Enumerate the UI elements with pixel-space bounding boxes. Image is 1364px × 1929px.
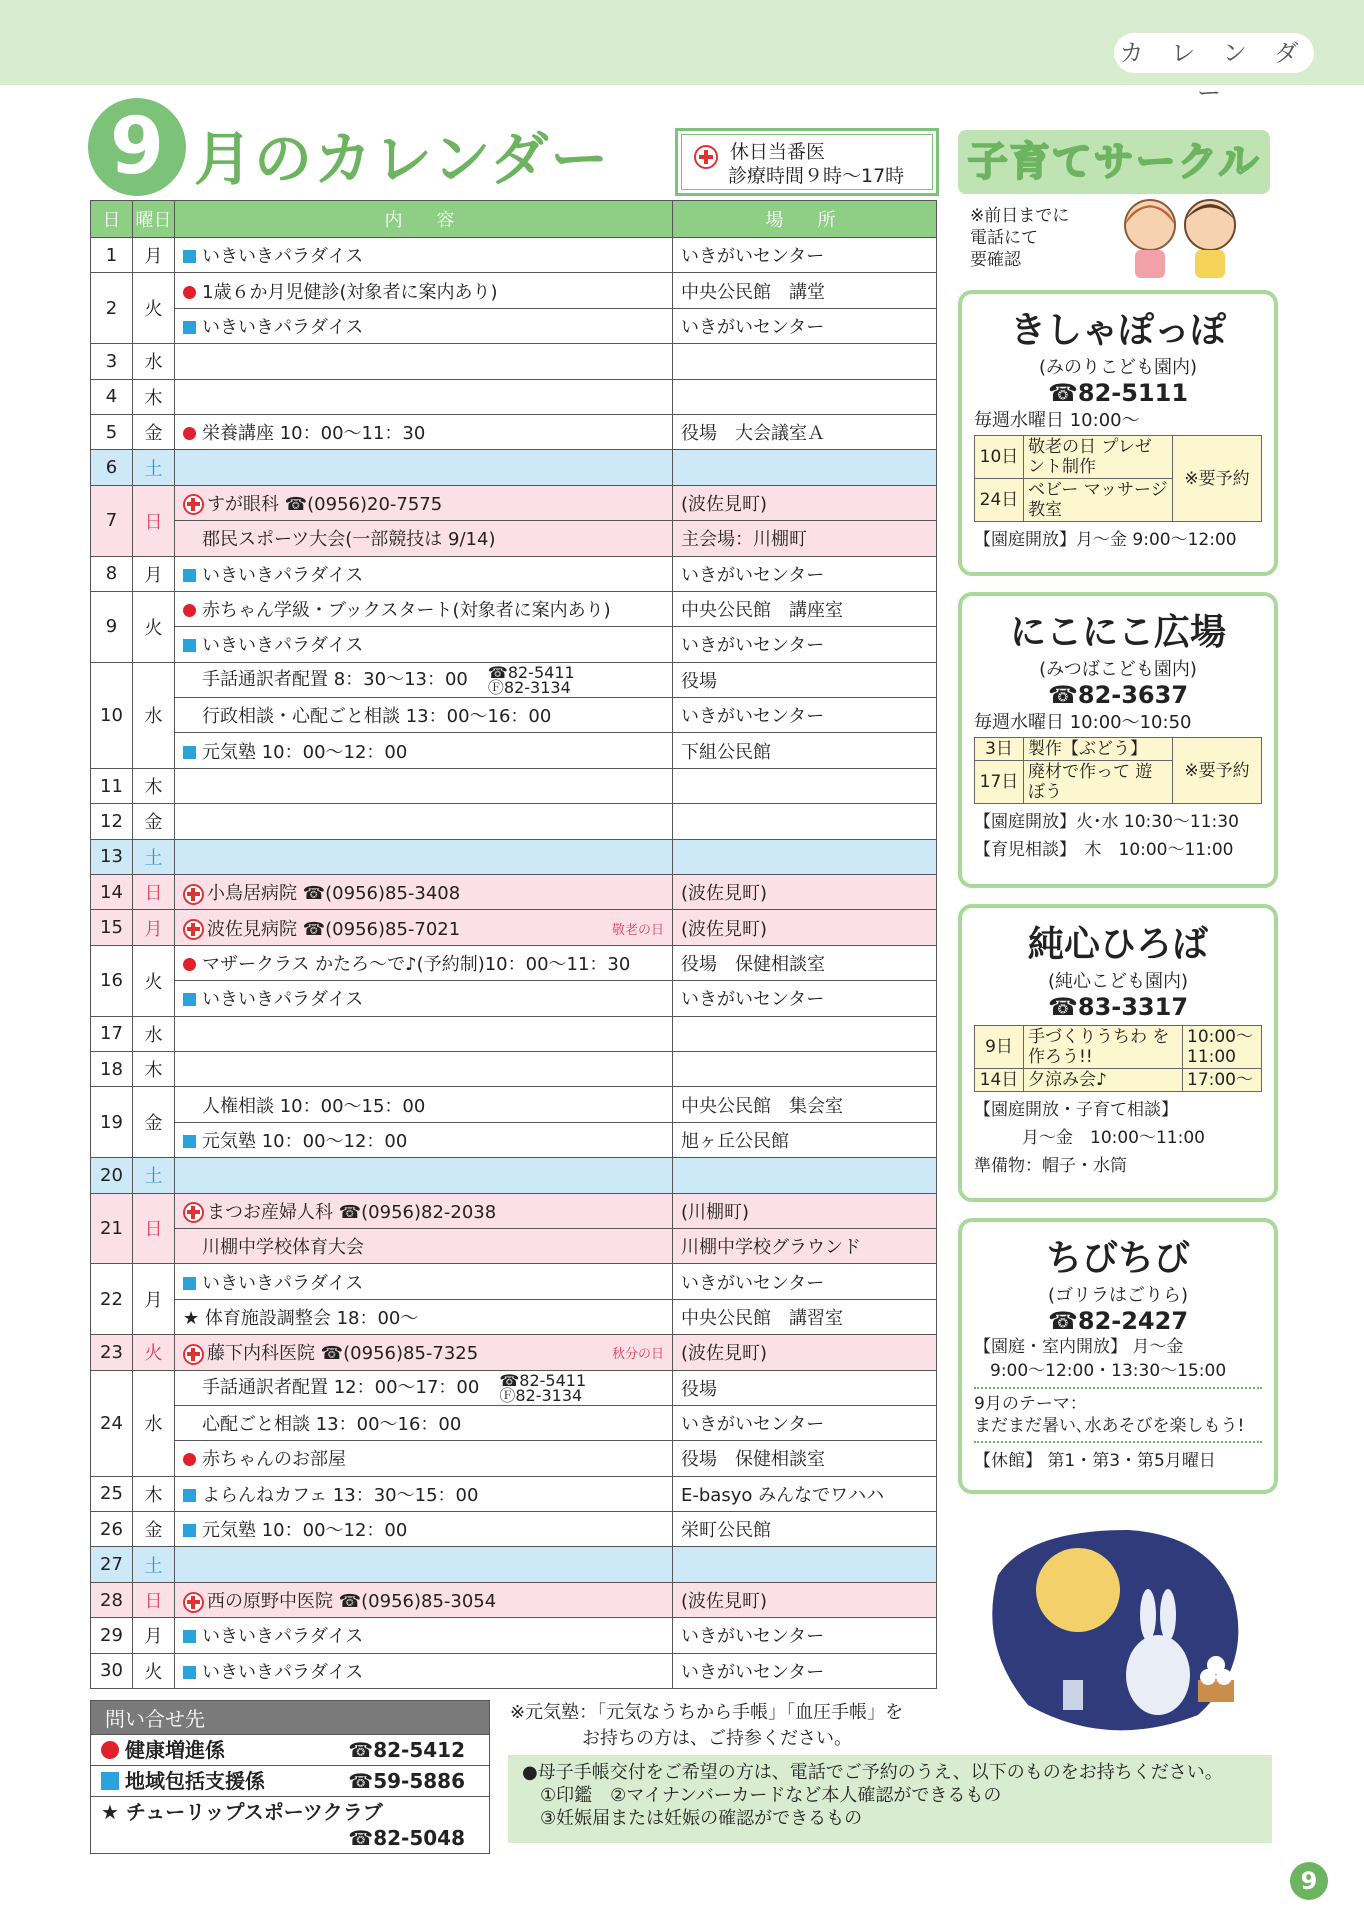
content-cell [175,1441,673,1476]
weekday-cell: 日 [133,485,175,556]
day-cell: 18 [91,1051,133,1086]
weekday-cell: 日 [133,1193,175,1264]
header-day: 日 [91,201,133,238]
contact-numbers: ☎82-5411 Ⓕ82-3134 [499,1370,587,1405]
content-text: 手話通訳者配置 12：00～17：00 [202,1376,480,1398]
blue-square-icon [183,250,196,263]
place-cell: いきがいセンター [673,1405,937,1440]
calendar-row [91,1264,937,1299]
calendar-row [91,1087,937,1122]
content-cell [175,804,673,839]
medical-cross-icon [183,494,204,515]
content-cell [175,1335,673,1370]
content-text: 赤ちゃんのお部屋 [202,1449,346,1471]
day-cell: 6 [91,450,133,485]
content-cell [175,344,673,379]
medical-cross-icon [183,1344,204,1365]
red-dot-icon [183,286,196,299]
place-cell [673,379,937,414]
calendar-row [91,839,937,874]
card-open-hours: 9:00～12:00・13:30～15:00 [990,1361,1227,1381]
blue-square-icon [183,993,196,1006]
calendar-row [91,273,937,308]
content-cell [175,1476,673,1511]
day-cell: 1 [91,238,133,273]
place-cell [673,768,937,803]
mother-handbook-note: ●母子手帳交付をご希望の方は、電話でご予約のうえ、以下のものをお持ちください。 ①印鑑 ②マイナンバーカードなど本人確認ができるもの ③妊娠届または妊娠の確認ができるもの [508,1755,1272,1843]
calendar-row [91,1122,937,1157]
card-nikoniko [958,592,1278,888]
day-cell: 9 [91,591,133,662]
weekday-cell: 土 [133,1158,175,1193]
content-cell [175,414,673,449]
calendar-row [91,1335,937,1370]
card-open-hours: 月～金 10:00～11:00 [1022,1128,1205,1148]
card-sub: (みつばこども園内) [1039,659,1197,680]
place-cell: いきがいセンター [673,308,937,343]
content-text: 栄養講座 10：00～11：30 [202,423,426,445]
calendar-row [91,910,937,945]
card-open: 【園庭開放】月～金 9:00～12:00 [974,530,1237,550]
content-cell [175,662,673,697]
day-cell: 23 [91,1335,133,1370]
content-text: 川棚中学校体育大会 [202,1237,364,1259]
card-prep: 準備物：帽子・水筒 [974,1156,1127,1176]
place-cell: (波佐見町) [673,910,937,945]
content-cell [175,1051,673,1086]
place-cell [673,1051,937,1086]
content-text: 手話通訳者配置 8：30～13：00 [202,668,468,690]
content-text: 元気塾 10：00～12：00 [202,1130,408,1152]
calendar-row [91,1441,937,1476]
weekday-cell: 火 [133,1335,175,1370]
red-dot-icon [183,958,196,971]
content-cell [175,1405,673,1440]
place-cell: (波佐見町) [673,1582,937,1617]
holiday-hours: 診療時間９時～17時 [728,165,905,187]
weekday-cell: 金 [133,414,175,449]
weekday-cell: 金 [133,1087,175,1158]
content-text: よらんねカフェ 13：30～15：00 [202,1484,479,1506]
card-schedule: 9日 手づくりうちわ を作ろう!! 10:00～ 11:00 14日 夕涼み会♪ 17:00～ [974,1025,1262,1092]
content-cell [175,1299,673,1334]
content-cell [175,1582,673,1617]
calendar-row [91,238,937,273]
content-cell [175,768,673,803]
medical-cross-icon [183,1202,204,1223]
place-cell: 役場 [673,662,937,697]
place-cell [673,450,937,485]
weekday-cell: 月 [133,556,175,591]
children-illustration [1100,190,1260,280]
content-text: 行政相談・心配ごと相談 13：00～16：00 [202,706,552,728]
card-tel: ☎82-5111 [1047,379,1189,407]
place-cell: いきがいセンター [673,698,937,733]
weekday-cell: 水 [133,344,175,379]
content-cell [175,238,673,273]
content-cell [175,698,673,733]
day-cell: 30 [91,1653,133,1688]
weekday-cell: 土 [133,839,175,874]
card-weekly: 毎週水曜日 10:00～ [974,410,1140,431]
day-cell: 22 [91,1264,133,1335]
content-text: 元気塾 10：00～12：00 [202,1520,408,1542]
place-cell: 中央公民館 講習室 [673,1299,937,1334]
content-cell [175,379,673,414]
content-cell [175,733,673,768]
card-schedule: 10日 敬老の日 プレゼント制作 ※要予約 24日 ベビー マッサージ教室 [974,435,1262,522]
weekday-cell: 日 [133,1582,175,1617]
calendar-row [91,1582,937,1617]
card-tel: ☎83-3317 [1047,993,1189,1021]
weekday-cell: 水 [133,1016,175,1051]
card-junshin [958,904,1278,1202]
card-sub: (純心こども園内) [1047,971,1189,992]
weekday-cell: 土 [133,1547,175,1582]
card-name: にこにこ広場 [1009,612,1226,653]
calendar-row [91,875,937,910]
card-kishapoppo [958,290,1278,576]
weekday-cell: 水 [133,1370,175,1476]
page-number: 9 [1290,1862,1328,1900]
blue-square-icon [183,746,196,759]
card-sub: (みのりこども園内) [1038,357,1198,378]
calendar-row [91,1512,937,1547]
calendar-row [91,1228,937,1263]
place-cell: 下組公民館 [673,733,937,768]
calendar-row [91,1193,937,1228]
card-name: 純心ひろば [1027,924,1208,965]
place-cell: (波佐見町) [673,1335,937,1370]
day-cell: 21 [91,1193,133,1264]
content-text: 西の原野中医院 ☎(0956)85-3054 [207,1591,497,1613]
content-cell [175,308,673,343]
weekday-cell: 木 [133,379,175,414]
content-text: 人権相談 10：00～15：00 [202,1095,426,1117]
place-cell: 中央公民館 集会室 [673,1087,937,1122]
blue-square-icon [183,569,196,582]
card-chibichibi [958,1218,1278,1494]
weekday-cell: 金 [133,1512,175,1547]
circle-title: 子育てサークル [958,130,1270,194]
calendar-row [91,981,937,1016]
blue-square-icon [183,1135,196,1148]
calendar-row [91,1051,937,1086]
place-cell [673,1158,937,1193]
content-cell [175,1193,673,1228]
place-cell: (波佐見町) [673,485,937,520]
card-open: 【園庭・室内開放】 月～金 [974,1337,1184,1357]
content-text: 1歳６か月児健診(対象者に案内あり) [202,281,498,303]
contact-numbers: ☎82-5411 Ⓕ82-3134 [487,662,575,697]
content-text: いきいきパラダイス [202,246,364,268]
weekday-cell: 月 [133,238,175,273]
blue-square-icon [183,1524,196,1537]
calendar-table [90,200,937,1689]
genki-note: ※元気塾：「元気なうちから手帳」「血圧手帳」を お持ちの方は、ご持参ください。 [510,1702,904,1749]
content-text: 波佐見病院 ☎(0956)85-7021 [207,918,461,940]
card-weekly: 毎週水曜日 10:00～10:50 [974,712,1192,733]
holiday-note: 敬老の日 [611,922,664,938]
content-text: 心配ごと相談 13：00～16：00 [202,1414,462,1436]
content-text: いきいきパラダイス [202,989,364,1011]
content-cell [175,875,673,910]
day-cell: 29 [91,1618,133,1653]
content-cell [175,839,673,874]
place-cell: いきがいセンター [673,1618,937,1653]
contact-row: ★ チューリップスポーツクラブ ☎82-5048 [91,1796,489,1853]
content-cell [175,273,673,308]
calendar-row [91,485,937,520]
blue-square-icon [183,1489,196,1502]
calendar-row [91,414,937,449]
place-cell: いきがいセンター [673,627,937,662]
medical-cross-icon [183,1592,204,1613]
content-cell [175,1618,673,1653]
content-text: 元気塾 10：00～12：00 [202,741,408,763]
content-cell [175,1122,673,1157]
calendar-row [91,1016,937,1051]
place-cell: 旭ヶ丘公民館 [673,1122,937,1157]
day-cell: 11 [91,768,133,803]
medical-cross-icon [183,919,204,940]
content-text: ★ 体育施設調整会 18：00～ [183,1307,419,1329]
content-cell [175,1512,673,1547]
calendar-row [91,662,937,697]
content-cell [175,981,673,1016]
day-cell: 25 [91,1476,133,1511]
day-cell: 8 [91,556,133,591]
medical-cross-icon [183,884,204,905]
weekday-cell: 火 [133,591,175,662]
place-cell: 栄町公民館 [673,1512,937,1547]
calendar-row [91,1405,937,1440]
weekday-cell: 日 [133,875,175,910]
day-cell: 5 [91,414,133,449]
day-cell: 12 [91,804,133,839]
contact-row: 健康増進係 ☎82-5412 [91,1734,489,1765]
calendar-row [91,627,937,662]
content-cell [175,1547,673,1582]
day-cell: 17 [91,1016,133,1051]
card-tel: ☎82-2427 [1047,1307,1189,1335]
day-cell: 14 [91,875,133,910]
day-cell: 20 [91,1158,133,1193]
card-sub: (ゴリラはごりら) [1047,1285,1189,1306]
place-cell: いきがいセンター [673,1653,937,1688]
content-text: 藤下内科医院 ☎(0956)85-7325 [207,1343,479,1365]
calendar-row [91,556,937,591]
weekday-cell: 金 [133,804,175,839]
content-cell [175,1158,673,1193]
calendar-row [91,768,937,803]
content-cell [175,1087,673,1122]
place-cell: いきがいセンター [673,1264,937,1299]
calendar-row [91,1158,937,1193]
calendar-row [91,308,937,343]
blue-square-icon [183,1277,196,1290]
place-cell [673,1547,937,1582]
calendar-row [91,698,937,733]
blue-square-icon [183,321,196,334]
content-cell [175,485,673,520]
calendar-row [91,379,937,414]
calendar-row [91,591,937,626]
title-text: 月のカレンダー [194,125,611,193]
day-cell: 4 [91,379,133,414]
weekday-cell: 月 [133,1618,175,1653]
content-text: 小鳥居病院 ☎(0956)85-3408 [207,883,461,905]
content-text: いきいきパラダイス [202,1272,364,1294]
calendar-row [91,1299,937,1334]
place-cell: いきがいセンター [673,981,937,1016]
content-text: いきいきパラダイス [202,316,364,338]
card-closed: 【休館】 第1・第3・第5月曜日 [974,1451,1216,1471]
place-cell [673,1016,937,1051]
header-content: 内 容 [175,201,673,238]
header-place: 場 所 [673,201,937,238]
red-dot-icon [183,1453,196,1466]
calendar-row [91,1547,937,1582]
day-cell: 16 [91,945,133,1016]
content-cell [175,1653,673,1688]
weekday-cell: 木 [133,1476,175,1511]
calendar-row [91,344,937,379]
content-text: いきいきパラダイス [202,564,364,586]
blue-square-icon [183,1666,196,1679]
place-cell: いきがいセンター [673,556,937,591]
weekday-cell: 火 [133,945,175,1016]
calendar-row [91,1653,937,1688]
weekday-cell: 木 [133,1051,175,1086]
weekday-cell: 木 [133,768,175,803]
card-consult: 【育児相談】 木 10:00～11:00 [974,840,1234,860]
calendar-row [91,733,937,768]
holiday-label: 休日当番医 [730,141,826,163]
day-cell: 13 [91,839,133,874]
day-cell: 7 [91,485,133,556]
medical-cross-icon [694,145,718,169]
content-cell [175,521,673,556]
calendar-row [91,1370,937,1405]
calendar-row [91,450,937,485]
weekday-cell: 火 [133,273,175,344]
red-circle-icon [101,1741,119,1759]
place-cell: 役場 保健相談室 [673,1441,937,1476]
weekday-cell: 土 [133,450,175,485]
moon-rabbit-illustration [968,1515,1258,1745]
content-cell [175,627,673,662]
day-cell: 3 [91,344,133,379]
place-cell: 中央公民館 講堂 [673,273,937,308]
day-cell: 27 [91,1547,133,1582]
content-cell [175,556,673,591]
place-cell [673,804,937,839]
card-name: ちびちび [1045,1238,1190,1279]
weekday-cell: 水 [133,662,175,768]
place-cell: 役場 大会議室Ａ [673,414,937,449]
day-cell: 2 [91,273,133,344]
month-number: 9 [88,98,186,196]
card-theme: まだまだ暑い､水あそびを楽しもう! [974,1416,1245,1436]
day-cell: 15 [91,910,133,945]
calendar-row [91,1476,937,1511]
blue-square-icon [183,1630,196,1643]
place-cell: 役場 [673,1370,937,1405]
place-cell: (川棚町) [673,1193,937,1228]
contact-box [90,1700,490,1854]
holiday-note: 秋分の日 [611,1347,664,1363]
place-cell [673,839,937,874]
content-cell [175,1228,673,1263]
content-text: まつお産婦人科 ☎(0956)82-2038 [207,1201,497,1223]
day-cell: 26 [91,1512,133,1547]
weekday-cell: 火 [133,1653,175,1688]
content-text: 赤ちゃん学級・ブックスタート(対象者に案内あり) [202,600,611,622]
circle-note: ※前日までに 電話にて 要確認 [970,206,1070,270]
content-text: いきいきパラダイス [202,635,364,657]
content-cell [175,1016,673,1051]
day-cell: 19 [91,1087,133,1158]
place-cell: (波佐見町) [673,875,937,910]
card-open: 【園庭開放】火･水 10:30～11:30 [974,812,1239,832]
content-cell [175,591,673,626]
section-tag: カ レ ン ダ ー [1114,33,1314,73]
card-theme-label: 9月のテーマ： [974,1394,1087,1414]
weekday-cell: 月 [133,1264,175,1335]
calendar-row [91,945,937,980]
card-tel: ☎82-3637 [1047,681,1189,709]
day-cell: 10 [91,662,133,768]
place-cell: いきがいセンター [673,238,937,273]
content-text: 郡民スポーツ大会(一部競技は 9/14) [202,529,496,551]
place-cell: 中央公民館 講座室 [673,591,937,626]
calendar-row [91,521,937,556]
holiday-doctor-box [675,128,939,196]
card-open: 【園庭開放・子育て相談】 [974,1100,1178,1120]
header-weekday: 曜日 [133,201,175,238]
card-name: きしゃぽっぽ [1009,310,1226,351]
red-dot-icon [183,427,196,440]
place-cell: 主会場：川棚町 [673,521,937,556]
content-cell [175,1264,673,1299]
blue-square-icon [183,639,196,652]
calendar-row [91,804,937,839]
contact-row: 地域包括支援係 ☎59-5886 [91,1765,489,1796]
day-cell: 24 [91,1370,133,1476]
place-cell [673,344,937,379]
red-dot-icon [183,604,196,617]
calendar-row [91,1618,937,1653]
content-text: いきいきパラダイス [202,1626,364,1648]
weekday-cell: 月 [133,910,175,945]
place-cell: E-basyo みんなでワハハ [673,1476,937,1511]
contact-title: 問い合せ先 [91,1701,489,1734]
place-cell: 川棚中学校グラウンド [673,1228,937,1263]
content-cell [175,945,673,980]
card-schedule: 3日 製作【ぶどう】 ※要予約 17日 廃材で作って 遊ぼう [974,737,1262,804]
content-text: マザークラス かたろ～で♪(予約制)10：00～11：30 [202,954,631,975]
content-cell [175,1370,673,1405]
day-cell: 28 [91,1582,133,1617]
content-text: すが眼科 ☎(0956)20-7575 [207,493,443,515]
content-cell [175,450,673,485]
blue-square-icon [101,1772,119,1790]
content-text: いきいきパラダイス [202,1661,364,1683]
place-cell: 役場 保健相談室 [673,945,937,980]
content-cell [175,910,673,945]
